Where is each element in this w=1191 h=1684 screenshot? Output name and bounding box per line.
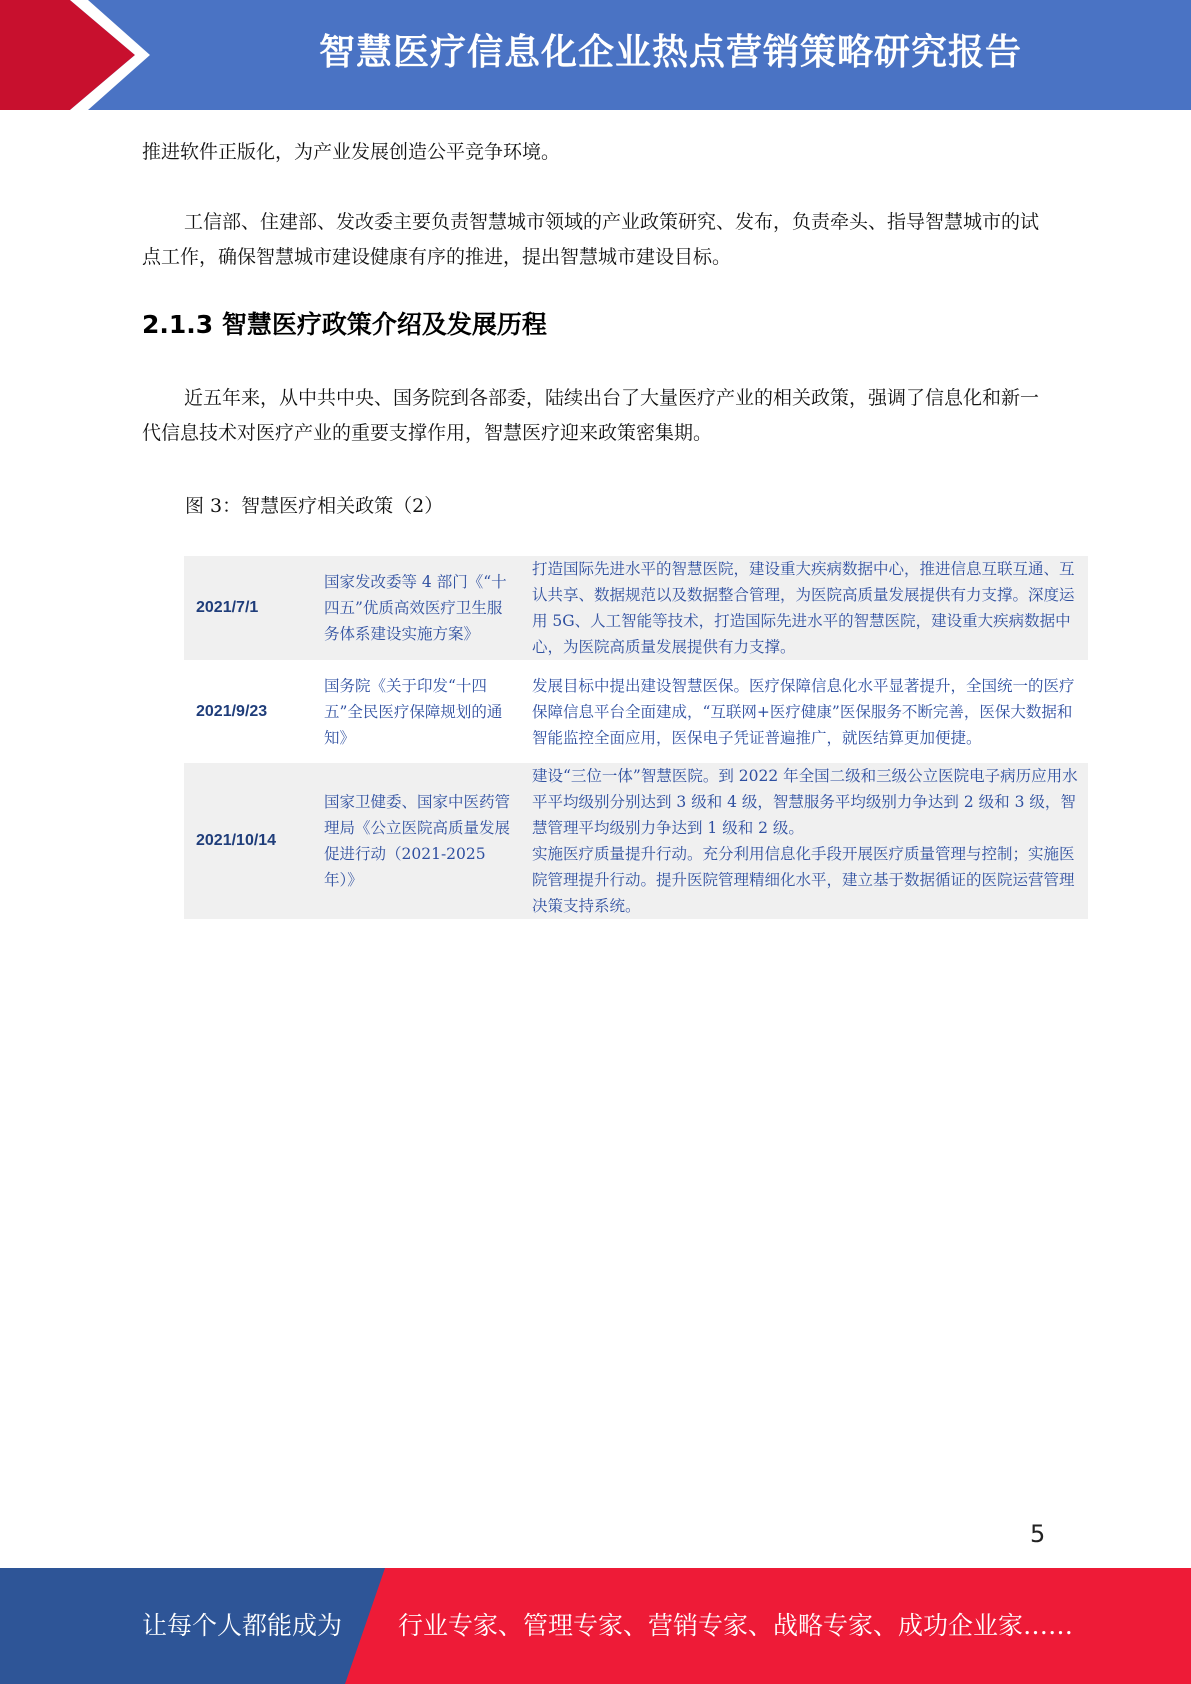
header-chevron-decoration: [0, 0, 150, 110]
policy-document: 国家发改委等 4 部门《“十四五”优质高效医疗卫生服务体系建设实施方案》: [324, 573, 507, 643]
policy-description: [524, 660, 1088, 763]
policy-table: [184, 556, 1088, 919]
table-row: [184, 556, 1088, 660]
report-title: 智慧医疗信息化企业热点营销策略研究报告: [318, 32, 1022, 73]
policy-description-text: 打造国际先进水平的智慧医院，建设重大疾病数据中心，推进信息互联互通、互认共享、数据规范以及数据整合管理，为医院高质量发展提供有力支撑。深度运用 5G、人工智能等技术，打造国际先进水平的智慧医院，建设重大疾病数据中心，为医院高质量发展提供有力支撑。: [532, 560, 1075, 656]
policy-description-text: 实施医疗质量提升行动。充分利用信息化手段开展医疗质量管理与控制；实施医院管理提升行动。提升医院管理精细化水平，建立基于数据循证的医院运营管理决策支持系统。: [532, 845, 1075, 915]
section-heading: 2.1.3 智慧医疗政策介绍及发展历程: [142, 310, 547, 339]
table-row: [184, 763, 1088, 919]
footer-banner: [0, 1568, 1191, 1684]
policy-description-text: 建设“三位一体”智慧医院。到 2022 年全国二级和三级公立医院电子病历应用水平平均级别分别达到 3 级和 4 级，智慧服务平均级别力争达到 2 级和 3 级，智慧管理平均级别力争达到 1 级和 2 级。: [532, 767, 1078, 837]
paragraph-ministries: 工信部、住建部、发改委主要负责智慧城市领域的产业政策研究、发布，负责牵头、指导智慧城市的试点工作，确保智慧城市建设健康有序的推进，提出智慧城市建设目标。: [142, 211, 1040, 268]
policy-description: [524, 763, 1088, 919]
footer-slogan-right: 行业专家、管理专家、营销专家、战略专家、成功企业家……: [398, 1611, 1074, 1640]
policy-description-text: 发展目标中提出建设智慧医保。医疗保障信息化水平显著提升，全国统一的医疗保障信息平台全面建成，“互联网+医疗健康”医保服务不断完善，医保大数据和智能监控全面应用，医保电子凭证普遍推广，就医结算更加便捷。: [532, 676, 1075, 747]
paragraph-software-licensing: 推进软件正版化，为产业发展创造公平竞争环境。: [142, 141, 561, 163]
policy-date: 2021/9/23: [196, 702, 268, 720]
policy-document: 国务院《关于印发“十四五”全民医疗保障规划的通知》: [324, 676, 503, 747]
header-banner: [0, 0, 1191, 110]
page-number: 5: [1030, 1520, 1046, 1548]
figure-caption: 图 3：智慧医疗相关政策（2）: [185, 495, 444, 517]
policy-document: 国家卫健委、国家中医药管理局《公立医院高质量发展促进行动（2021-2025 年）》: [324, 793, 511, 889]
policy-description: [524, 556, 1088, 660]
policy-date: 2021/7/1: [196, 599, 259, 616]
footer-slogan-left: 让每个人都能成为: [142, 1611, 343, 1640]
policy-date: 2021/10/14: [196, 832, 277, 849]
paragraph-policy-intro: 近五年来，从中共中央、国务院到各部委，陆续出台了大量医疗产业的相关政策，强调了信息化和新一代信息技术对医疗产业的重要支撑作用，智慧医疗迎来政策密集期。: [142, 387, 1040, 444]
table-row: [184, 660, 1088, 763]
